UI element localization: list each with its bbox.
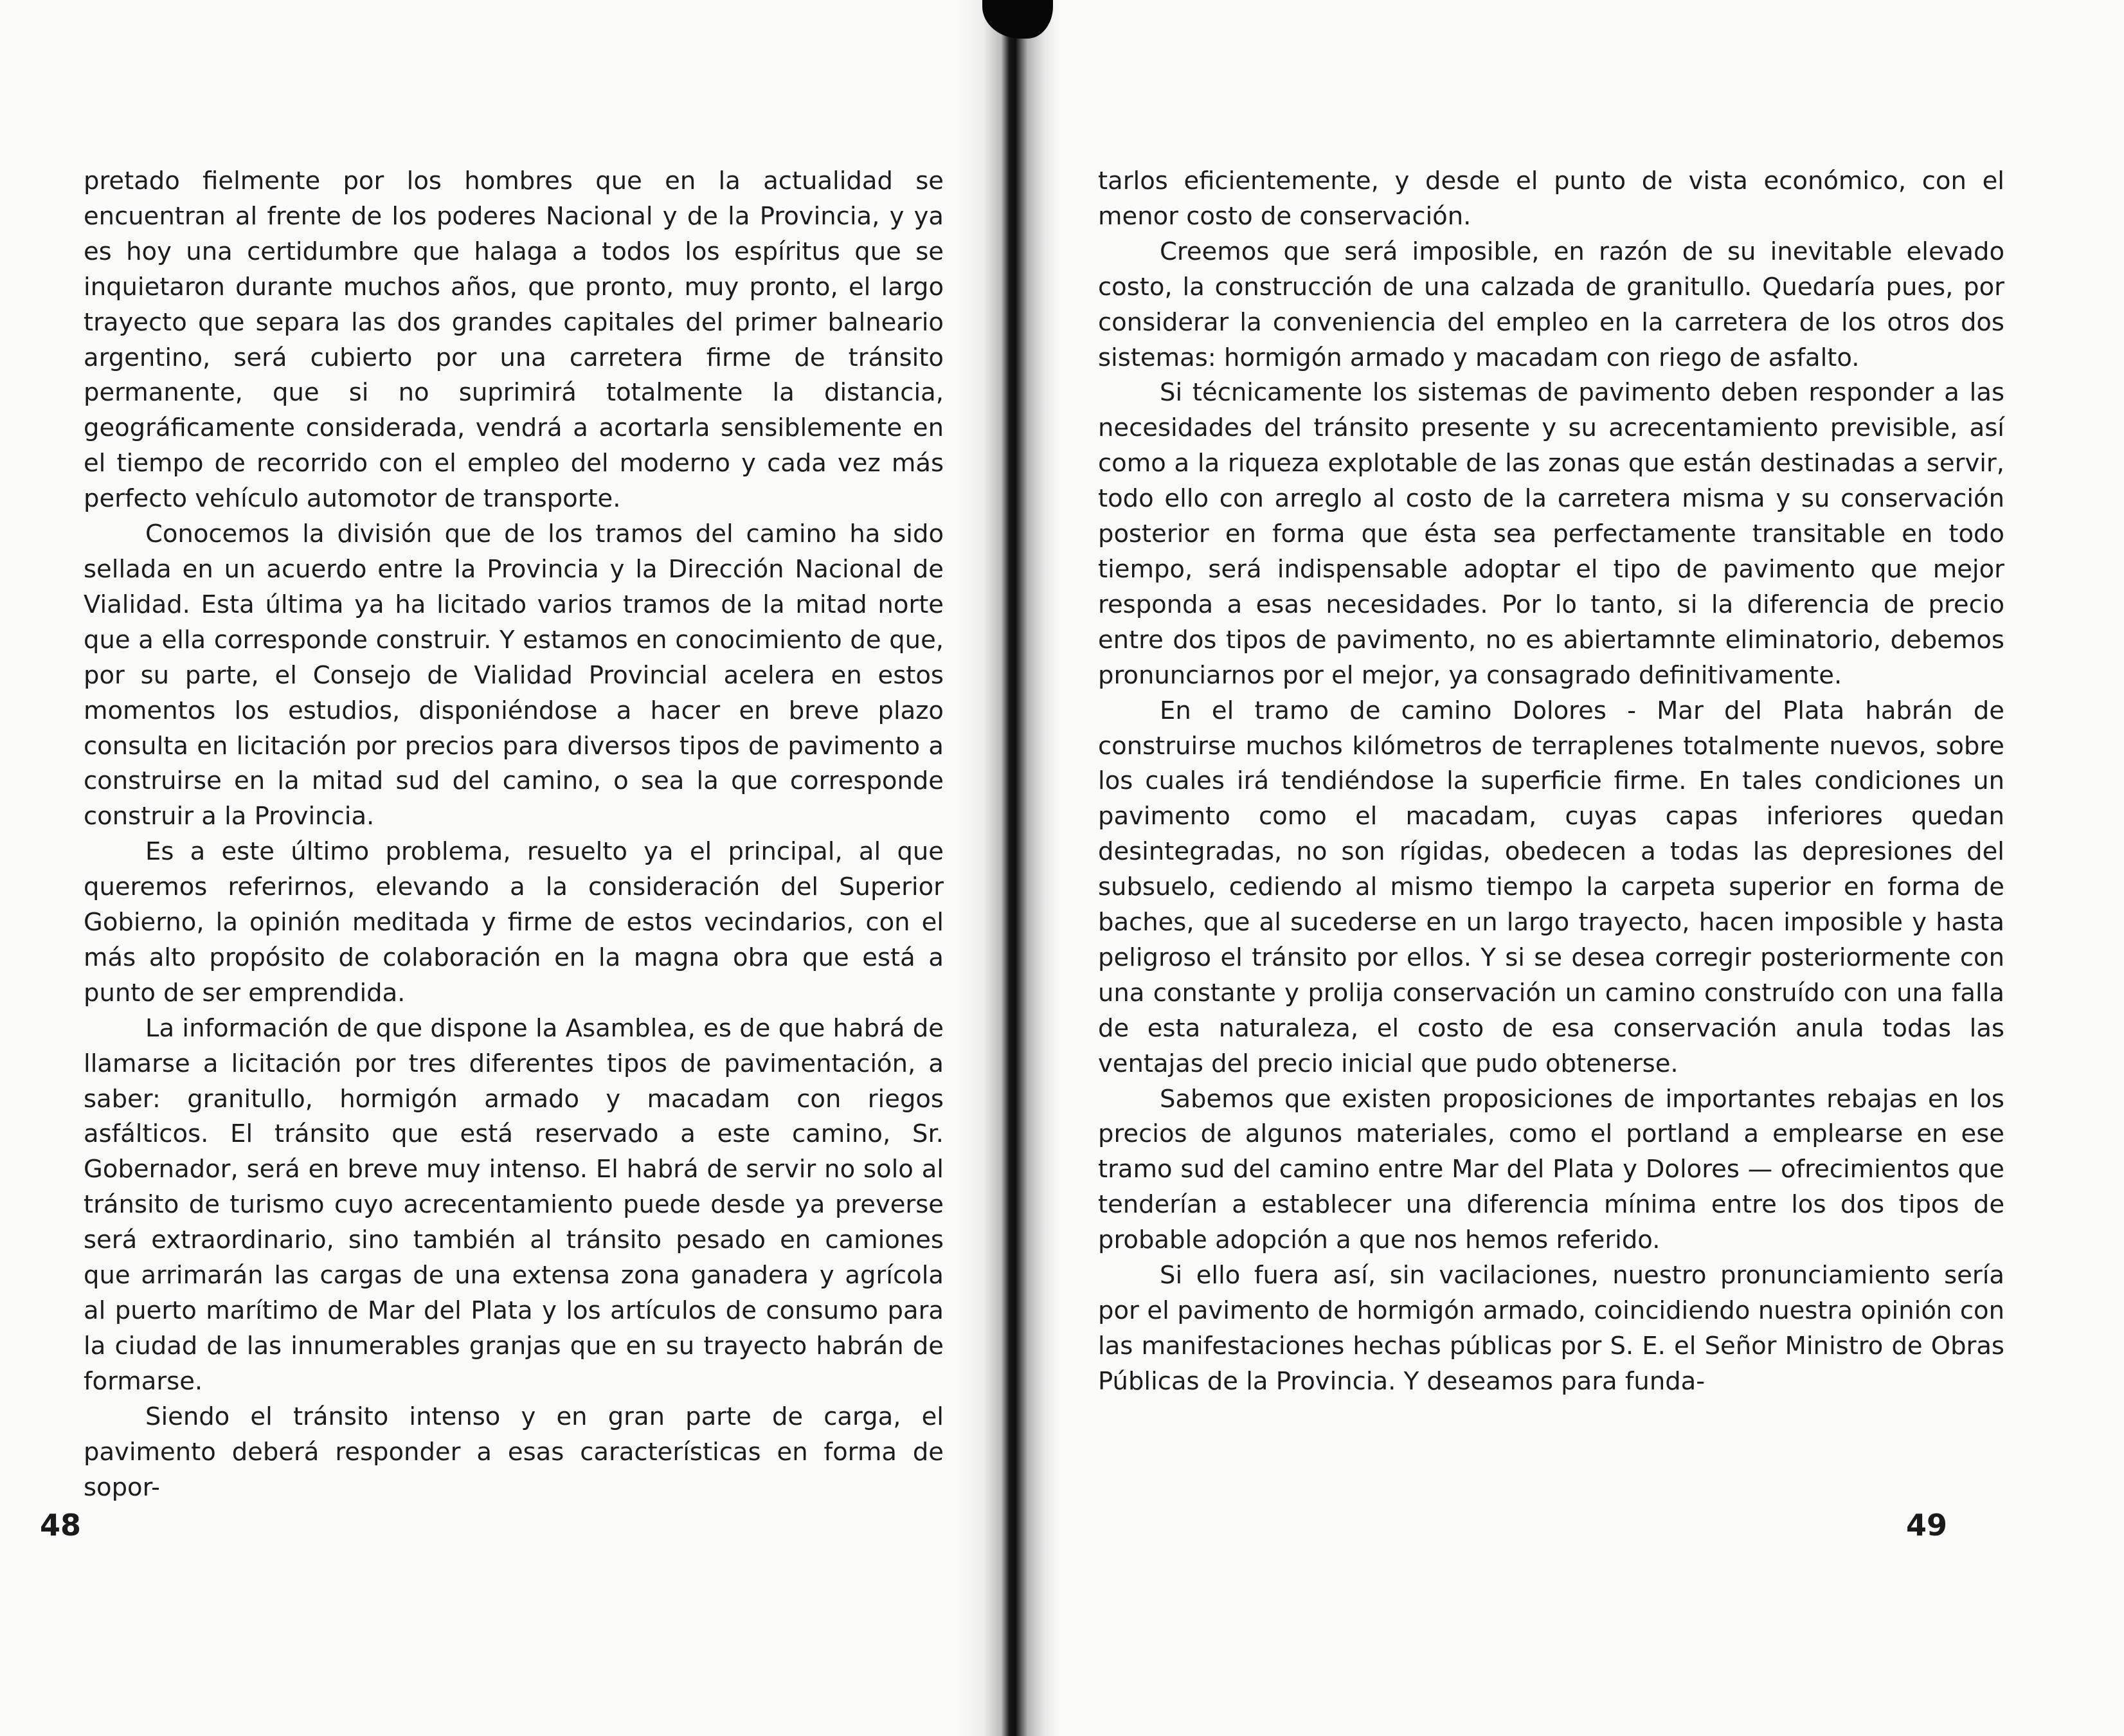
- paragraph: tarlos eficientemente, y desde el punto de vista económico, con el menor costo de conservación.: [1098, 167, 2004, 231]
- paragraph: Siendo el tránsito intenso y en gran parte de carga, el pavimento deberá responder a esas características en forma de sopor-: [84, 1402, 944, 1502]
- left-page: [0, 0, 1003, 1736]
- paragraph: En el tramo de camino Dolores - Mar del Plata habrán de construirse muchos kilómetros de terraplenes totalmente nuevos, sobre los cuales irá tendiéndose la superficie firme. En tales condiciones un pavimento como el macadam, cuyas capas inferiores quedan desintegradas, no son rígidas, obedecen a todas las depresiones del subsuelo, cediendo al mismo tiempo la carpeta superior en forma de baches, que al sucederse en un largo trayecto, hacen imposible y hasta peligroso el tránsito por ellos. Y si se desea corregir posteriormente con una constante y prolija conservación un camino construído con una falla de esta naturaleza, el costo de esa conservación anula todas las ventajas del precio inicial que pudo obtenerse.: [1098, 696, 2004, 1078]
- paragraph: Conocemos la división que de los tramos del camino ha sido sellada en un acuerdo entre la Provincia y la Dirección Nacional de Vialidad. Esta última ya ha licitado varios tramos de la mitad norte que a ella corresponde construir. Y estamos en conocimiento de que, por su parte, el Consejo de Vialidad Provincial acelera en estos momentos los estudios, disponiéndose a hacer en breve plazo consulta en licitación por precios para diversos tipos de pavimento a construirse en la mitad sud del camino, o sea la que corresponde construir a la Provincia.: [84, 520, 944, 831]
- paragraph: Si ello fuera así, sin vacilaciones, nuestro pronunciamiento sería por el pavimento de hormigón armado, coincidiendo nuestra opinión con las manifestaciones hechas públicas por S. E. el Señor Ministro de Obras Públicas de la Provincia. Y deseamos para funda-: [1098, 1261, 2004, 1396]
- right-page: [1003, 0, 2124, 1736]
- page-number: 49: [1906, 1508, 1948, 1542]
- book-gutter: [958, 0, 1061, 1736]
- paragraph: Sabemos que existen proposiciones de importantes rebajas en los precios de algunos materiales, como el portland a emplearse en ese tramo sud del camino entre Mar del Plata y Dolores — ofrecimientos que tenderían a establecer una diferencia mínima entre los dos tipos de probable adopción a que nos hemos referido.: [1098, 1084, 2004, 1255]
- left-page-text: [84, 164, 944, 1505]
- paragraph: Creemos que será imposible, en razón de su inevitable elevado costo, la construcción de una calzada de granitullo. Quedaría pues, por considerar la conveniencia del empleo en la carretera de los otros dos sistemas: hormigón armado y macadam con riego de asfalto.: [1098, 237, 2004, 372]
- paragraph: pretado fielmente por los hombres que en la actualidad se encuentran al frente de los poderes Nacional y de la Provincia, y ya es hoy una certidumbre que halaga a todos los espíritus que se inquietaron durante muchos años, que pronto, muy pronto, el largo trayecto que separa las dos grandes capitales del primer balneario argentino, será cubierto por una carretera firme de tránsito permanente, que si no suprimirá totalmente la distancia, geográficamente considerada, vendrá a acortarla sensiblemente en el tiempo de recorrido con el empleo del moderno y cada vez más perfecto vehículo automotor de transporte.: [84, 167, 944, 514]
- page-number: 48: [40, 1508, 82, 1542]
- paragraph: La información de que dispone la Asamblea, es de que habrá de llamarse a licitación por tres diferentes tipos de pavimentación, a saber: granitullo, hormigón armado y macadam con riegos asfálticos. El tránsito que está reservado a este camino, Sr. Gobernador, será en breve muy intenso. El habrá de servir no solo al tránsito de turismo cuyo acrecentamiento puede desde ya preverse será extraordinario, sino también al tránsito pesado en camiones que arrimarán las cargas de una extensa zona ganadera y agrícola al puerto marítimo de Mar del Plata y los artículos de consumo para la ciudad de las innumerables granjas que en su trayecto habrán de formarse.: [84, 1013, 944, 1396]
- right-page-text: [1098, 164, 2004, 1400]
- paragraph: Es a este último problema, resuelto ya el principal, al que queremos referirnos, elevando a la consideración del Superior Gobierno, la opinión meditada y firme de estos vecindarios, con el más alto propósito de colaboración en la magna obra que está a punto de ser emprendida.: [84, 837, 944, 1008]
- paragraph: Si técnicamente los sistemas de pavimento deben responder a las necesidades del tránsito presente y su acrecentamiento previsible, así como a la riqueza explotable de las zonas que están destinadas a servir, todo ello con arreglo al costo de la carretera misma y su conservación posterior en forma que ésta sea perfectamente transitable en todo tiempo, será indispensable adoptar el tipo de pavimento que mejor responda a esas necesidades. Por lo tanto, si la diferencia de precio entre dos tipos de pavimento, no es abiertamnte eliminatorio, debemos pronunciarnos por el mejor, ya consagrado definitivamente.: [1098, 378, 2004, 690]
